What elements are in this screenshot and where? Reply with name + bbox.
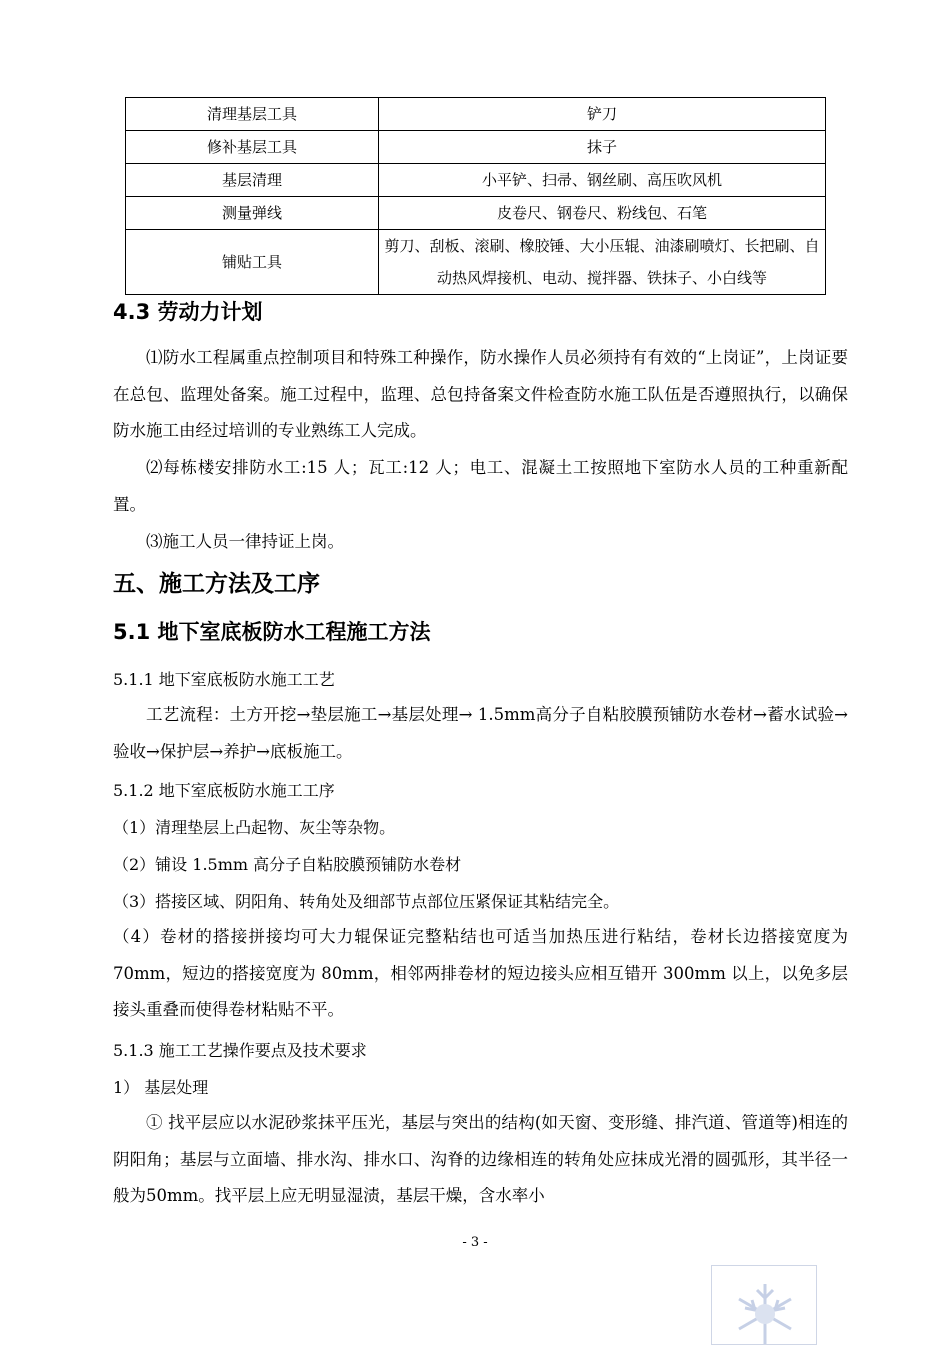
- table-cell-tools: 剪刀、刮板、滚刷、橡胶锤、大小压辊、油漆刷喷灯、长把刷、自动热风焊接机、电动、搅拌器、铁抹子、小白线等: [379, 230, 826, 295]
- subsection-5-1-2-title: 5.1.2 地下室底板防水施工工序: [113, 781, 335, 800]
- tools-table: [125, 97, 826, 295]
- watermark-snowflake-icon: [712, 1266, 817, 1345]
- table-cell-tools: 小平铲、扫帚、钢丝刷、高压吹风机: [379, 164, 826, 197]
- item-1-title: 1） 基层处理: [113, 1078, 209, 1097]
- step-2: （2）铺设 1.5mm 高分子自粘胶膜预铺防水卷材: [113, 855, 462, 874]
- labor-paragraph-3: ⑶施工人员一律持证上岗。: [146, 532, 344, 551]
- labor-paragraph-2: ⑵每栋楼安排防水工:15 人；瓦工:12 人；电工、混凝土工按照地下室防水人员的工种重新配置。: [113, 458, 848, 514]
- item-1-text: ① 找平层应以水泥砂浆抹平压光，基层与突出的结构(如天窗、变形缝、排汽道、管道等)相连的阴阳角；基层与立面墙、排水沟、排水口、沟脊的边缘相连的转角处应抹成光滑的圆弧形，其半径一般为50mm。找平层上应无明显湿渍，基层干燥，含水率小: [113, 1113, 848, 1205]
- table-cell-category: 铺贴工具: [126, 230, 379, 295]
- table-cell-category: 修补基层工具: [126, 131, 379, 164]
- section-4-3-title: 4.3 劳动力计划: [113, 300, 263, 324]
- page-number: - 3 -: [462, 1235, 488, 1250]
- table-cell-tools: 铲刀: [379, 98, 826, 131]
- labor-paragraph-1: ⑴防水工程属重点控制项目和特殊工种操作，防水操作人员必须持有有效的“上岗证”，上岗证要在总包、监理处备案。施工过程中，监理、总包持备案文件检查防水施工队伍是否遵照执行，以确保防水施工由经过培训的专业熟练工人完成。: [113, 348, 848, 440]
- process-flow-text: 工艺流程：土方开挖→垫层施工→基层处理→ 1.5mm高分子自粘胶膜预铺防水卷材→蓄水试验→验收→保护层→养护→底板施工。: [113, 705, 848, 761]
- section-5-1-title: 5.1 地下室底板防水工程施工方法: [113, 620, 431, 644]
- table-cell-category: 基层清理: [126, 164, 379, 197]
- table-row: [126, 98, 826, 131]
- chapter-5-title: 五、施工方法及工序: [113, 571, 320, 597]
- subsection-5-1-3-title: 5.1.3 施工工艺操作要点及技术要求: [113, 1041, 367, 1060]
- table-cell-tools: 抹子: [379, 131, 826, 164]
- watermark-logo: [711, 1265, 817, 1345]
- table-cell-category: 测量弹线: [126, 197, 379, 230]
- step-4: （4）卷材的搭接拼接均可大力辊保证完整粘结也可适当加热压进行粘结，卷材长边搭接宽度为 70mm，短边的搭接宽度为 80mm，相邻两排卷材的短边接头应相互错开 300mm 以上，以免多层接头重叠而使得卷材粘贴不平。: [113, 927, 848, 1019]
- table-cell-category: 清理基层工具: [126, 98, 379, 131]
- table-row: [126, 131, 826, 164]
- table-row: [126, 197, 826, 230]
- subsection-5-1-1-title: 5.1.1 地下室底板防水施工工艺: [113, 670, 335, 689]
- table-row: [126, 164, 826, 197]
- step-1: （1）清理垫层上凸起物、灰尘等杂物。: [113, 818, 396, 837]
- table-cell-tools: 皮卷尺、钢卷尺、粉线包、石笔: [379, 197, 826, 230]
- step-3: （3）搭接区域、阴阳角、转角处及细部节点部位压紧保证其粘结完全。: [113, 892, 620, 911]
- table-row: [126, 230, 826, 295]
